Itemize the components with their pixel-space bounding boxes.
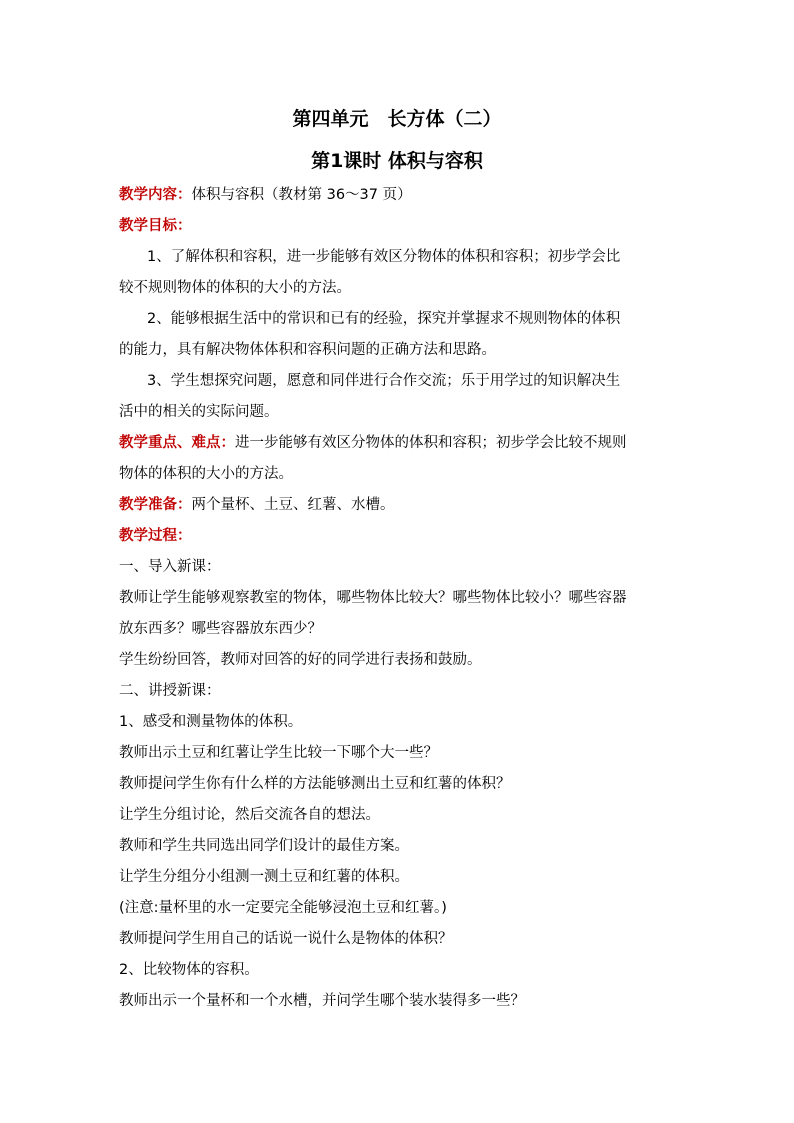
- content-label: 教学内容：: [119, 187, 192, 203]
- process-line: 教师让学生能够观察教室的物体，哪些物体比较大？哪些物体比较小？哪些容器: [119, 590, 627, 606]
- prep-line: [119, 495, 395, 515]
- goal-3-line-1: 3、学生想探究问题，愿意和同伴进行合作交流；乐于用学过的知识解决生: [147, 373, 621, 389]
- process-line: 教师出示一个量杯和一个水槽，并问学生哪个装水装得多一些？: [119, 993, 525, 1009]
- process-line: 2、比较物体的容积。: [119, 962, 259, 978]
- keypoints-text-1: 进一步能够有效区分物体的体积和容积；初步学会比较不规则: [235, 435, 627, 451]
- content-text: 体积与容积（教材第 36～37 页）: [191, 187, 412, 203]
- process-line: 教师和学生共同选出同学们设计的最佳方案。: [119, 838, 409, 854]
- keypoints-line: [119, 433, 627, 453]
- goal-1-line-1: 1、了解体积和容积，进一步能够有效区分物体的体积和容积；初步学会比: [147, 249, 621, 265]
- keypoints-label: 教学重点、难点：: [119, 435, 235, 451]
- goal-3-line-2: 活中的相关的实际问题。: [119, 404, 279, 420]
- process-line: (注意:量杯里的水一定要完全能够浸泡土豆和红薯。): [119, 900, 447, 916]
- process-line: 教师提问学生用自己的话说一说什么是物体的体积？: [119, 931, 453, 947]
- keypoints-text-2: 物体的体积的大小的方法。: [119, 466, 293, 482]
- lesson-title: 第1课时 体积与容积: [311, 150, 483, 172]
- goals-heading: [119, 216, 192, 236]
- goal-2-line-1: 2、能够根据生活中的常识和已有的经验，探究并掌握求不规则物体的体积: [147, 311, 621, 327]
- process-line: 让学生分组讨论，然后交流各自的想法。: [119, 807, 380, 823]
- process-line: 教师出示土豆和红薯让学生比较一下哪个大一些？: [119, 745, 438, 761]
- process-line: 放东西多？哪些容器放东西少？: [119, 621, 322, 637]
- process-line: 让学生分组分小组测一测土豆和红薯的体积。: [119, 869, 409, 885]
- goal-2-line-2: 的能力，具有解决物体体积和容积问题的正确方法和思路。: [119, 342, 496, 358]
- content-line: [119, 185, 412, 205]
- goals-label: 教学目标：: [119, 218, 192, 234]
- prep-text: 两个量杯、土豆、红薯、水槽。: [191, 497, 395, 513]
- process-line: 学生纷纷回答，教师对回答的好的同学进行表扬和鼓励。: [119, 652, 482, 668]
- prep-label: 教学准备：: [119, 497, 192, 513]
- goal-1-line-2: 较不规则物体的体积的大小的方法。: [119, 280, 351, 296]
- page-title: 第四单元 长方体（二）: [292, 108, 502, 130]
- process-line: 二、讲授新课：: [119, 683, 221, 699]
- process-line: 一、导入新课：: [119, 559, 221, 575]
- process-label: 教学过程：: [119, 528, 192, 544]
- process-line: 1、感受和测量物体的体积。: [119, 714, 303, 730]
- process-heading: [119, 526, 192, 546]
- process-line: 教师提问学生你有什么样的方法能够测出土豆和红薯的体积？: [119, 776, 511, 792]
